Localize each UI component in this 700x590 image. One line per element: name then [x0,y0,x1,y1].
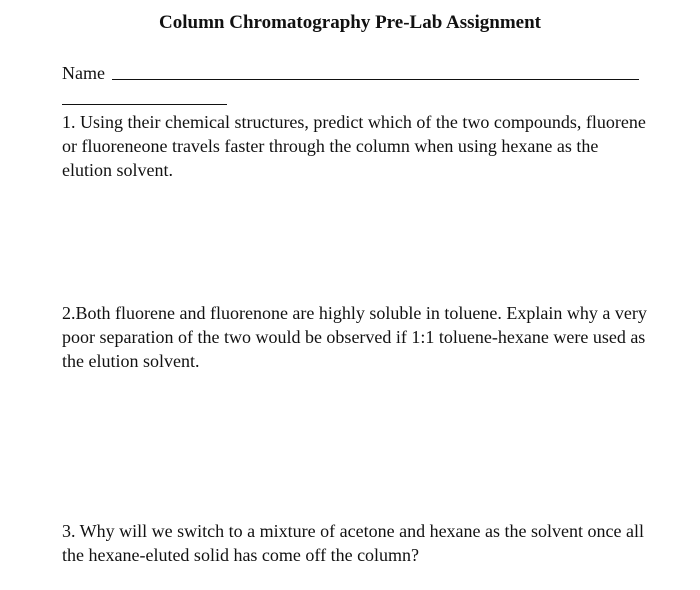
question-3: 3. Why will we switch to a mixture of acetone and hexane as the solvent once all the hexane-eluted solid has come off the column? [62,521,644,565]
name-label: Name [62,63,105,83]
name-answer-line-continued[interactable] [62,104,227,105]
question-1: 1. Using their chemical structures, predict which of the two compounds, fluorene or fluoreneone travels faster through the column when using hexane as the elution solvent. [62,112,646,180]
question-2: 2.Both fluorene and fluorenone are highly soluble in toluene. Explain why a very poor separation of the two would be observed if 1:1 toluene-hexane were used as the elution solvent. [62,303,647,371]
document-title: Column Chromatography Pre-Lab Assignment [159,12,541,33]
name-answer-line[interactable] [112,79,639,80]
